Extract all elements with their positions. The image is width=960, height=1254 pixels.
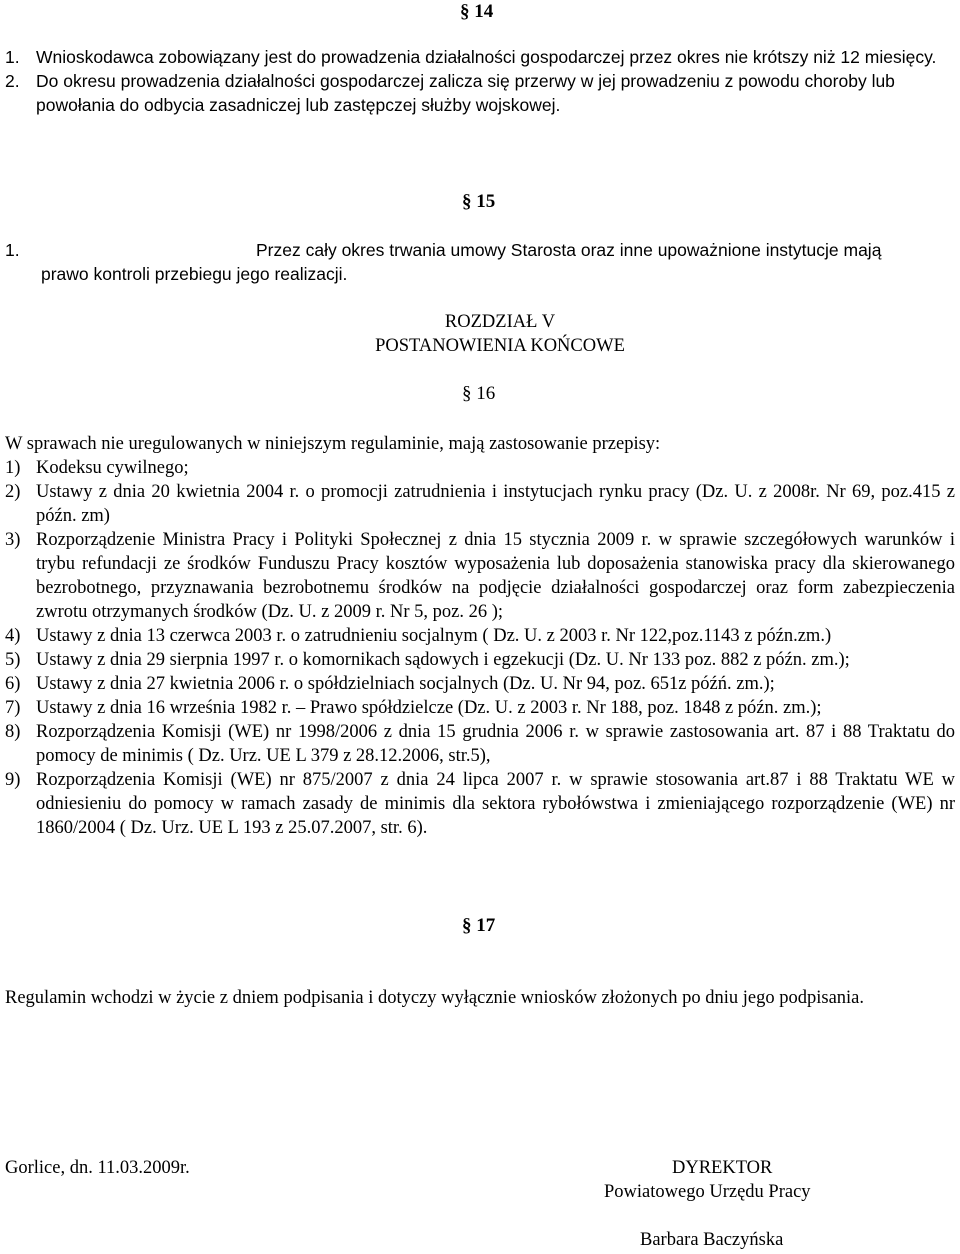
list-item	[5, 69, 955, 117]
list-item	[5, 672, 955, 696]
list-item	[5, 45, 955, 69]
signatory-name: Barbara Baczyńska	[640, 1230, 784, 1250]
list-item-text: Ustawy z dnia 20 kwietnia 2004 r. o promocji zatrudnienia i instytucjach rynku pracy (Dz. U. z 2008r. Nr 69, poz.415 z późn. zm)	[36, 482, 955, 526]
section-17-heading: § 17	[462, 915, 496, 936]
list-item-text: Rozporządzenia Komisji (WE) nr 1998/2006 z dnia 15 grudnia 2006 r. w sprawie zastosowania art. 87 i 88 Traktatu do pomocy de minimis ( Dz. Urz. UE L 379 z 28.12.2006, str.5),	[36, 722, 955, 766]
section-16-body	[5, 432, 955, 840]
list-item-text: Ustawy z dnia 29 sierpnia 1997 r. o komornikach sądowych i egzekucji (Dz. U. Nr 133 poz. 882 z późn. zm.);	[36, 650, 850, 670]
list-item-number: 3)	[5, 530, 21, 550]
list-item-number: 1.	[5, 47, 20, 67]
list-item-text-line2: prawo kontroli przebiegu jego realizacji.	[41, 264, 348, 284]
list-item	[5, 648, 955, 672]
list-item	[5, 480, 955, 528]
list-item	[5, 768, 955, 840]
chapter-title: ROZDZIAŁ V	[444, 312, 556, 332]
list-item-text: Rozporządzenia Komisji (WE) nr 875/2007 z dnia 24 lipca 2007 r. w sprawie stosowania art.87 i 88 Traktatu WE w odniesieniu do pomocy w ramach zasady de minimis dla sektora rybołówstwa i zmieniającego rozporządzenie (WE) nr 1860/2004 ( Dz. Urz. UE L 193 z 25.07.2007, str. 6).	[36, 770, 955, 838]
list-item-text-line1: Przez cały okres trwania umowy Starosta oraz inne upoważnione instytucje mają	[256, 240, 882, 260]
place-date: Gorlice, dn. 11.03.2009r.	[5, 1158, 190, 1178]
list-item-number: 2.	[5, 71, 20, 91]
list-item-text: Kodeksu cywilnego;	[36, 458, 189, 478]
list-item	[5, 528, 955, 624]
list-item-number: 6)	[5, 674, 21, 694]
list-item-text: Ustawy z dnia 27 kwietnia 2006 r. o spółdzielniach socjalnych (Dz. U. Nr 94, poz. 651z późń. zm.);	[36, 674, 775, 694]
section-16-intro: W sprawach nie uregulowanych w niniejszym regulaminie, mają zastosowanie przepisy:	[5, 434, 661, 454]
section-16-heading: § 16	[462, 383, 496, 404]
signatory-office: Powiatowego Urzędu Pracy	[604, 1182, 811, 1202]
list-item-text: Ustawy z dnia 16 września 1982 r. – Prawo spółdzielcze (Dz. U. z 2003 r. Nr 188, poz. 1848 z późn. zm.);	[36, 698, 822, 718]
section-14-list	[5, 45, 955, 117]
list-item-number: 1)	[5, 458, 21, 478]
list-item-text: Ustawy z dnia 13 czerwca 2003 r. o zatrudnieniu socjalnym ( Dz. U. z 2003 r. Nr 122,poz.1143 z późn.zm.)	[36, 626, 832, 646]
list-item	[5, 456, 955, 480]
list-item-text: Rozporządzenie Ministra Pracy i Polityki Społecznej z dnia 15 stycznia 2009 r. w sprawie szczegółowych warunków i trybu refundacji ze środków Funduszu Pracy kosztów wyposażenia lub doposażenia stanowiska pracy dla skierowanego bezrobotnego, przyznawania bezrobotnemu środków na podjęcie działalności gospodarczej oraz form zabezpieczenia zwrotu otrzymanych środków (Dz. U. z 2009 r. Nr 5, poz. 26 );	[36, 530, 955, 622]
list-item	[5, 624, 955, 648]
list-item	[5, 696, 955, 720]
list-item-number: 5)	[5, 650, 21, 670]
list-item-number: 9)	[5, 770, 21, 790]
section-17-text: Regulamin wchodzi w życie z dniem podpisania i dotyczy wyłącznie wniosków złożonych po dniu jego podpisania.	[5, 988, 865, 1008]
list-item-text: Do okresu prowadzenia działalności gospodarczej zalicza się przerwy w jej prowadzeniu z powodu choroby lub powołania do odbycia zasadniczej lub zastępczej służby wojskowej.	[36, 71, 895, 115]
section-15-heading: § 15	[462, 191, 496, 212]
chapter-subtitle: POSTANOWIENIA KOŃCOWE	[375, 336, 625, 356]
section-15-item	[5, 238, 955, 286]
signatory-role: DYREKTOR	[672, 1158, 773, 1178]
list-item	[5, 720, 955, 768]
list-item-number: 7)	[5, 698, 21, 718]
list-item-number: 1.	[5, 240, 20, 260]
section-14-heading: § 14	[460, 1, 494, 22]
list-item-number: 4)	[5, 626, 21, 646]
list-item-number: 8)	[5, 722, 21, 742]
list-item-number: 2)	[5, 482, 21, 502]
list-item-text: Wnioskodawca zobowiązany jest do prowadzenia działalności gospodarczej przez okres nie krótszy niż 12 miesięcy.	[36, 47, 937, 67]
